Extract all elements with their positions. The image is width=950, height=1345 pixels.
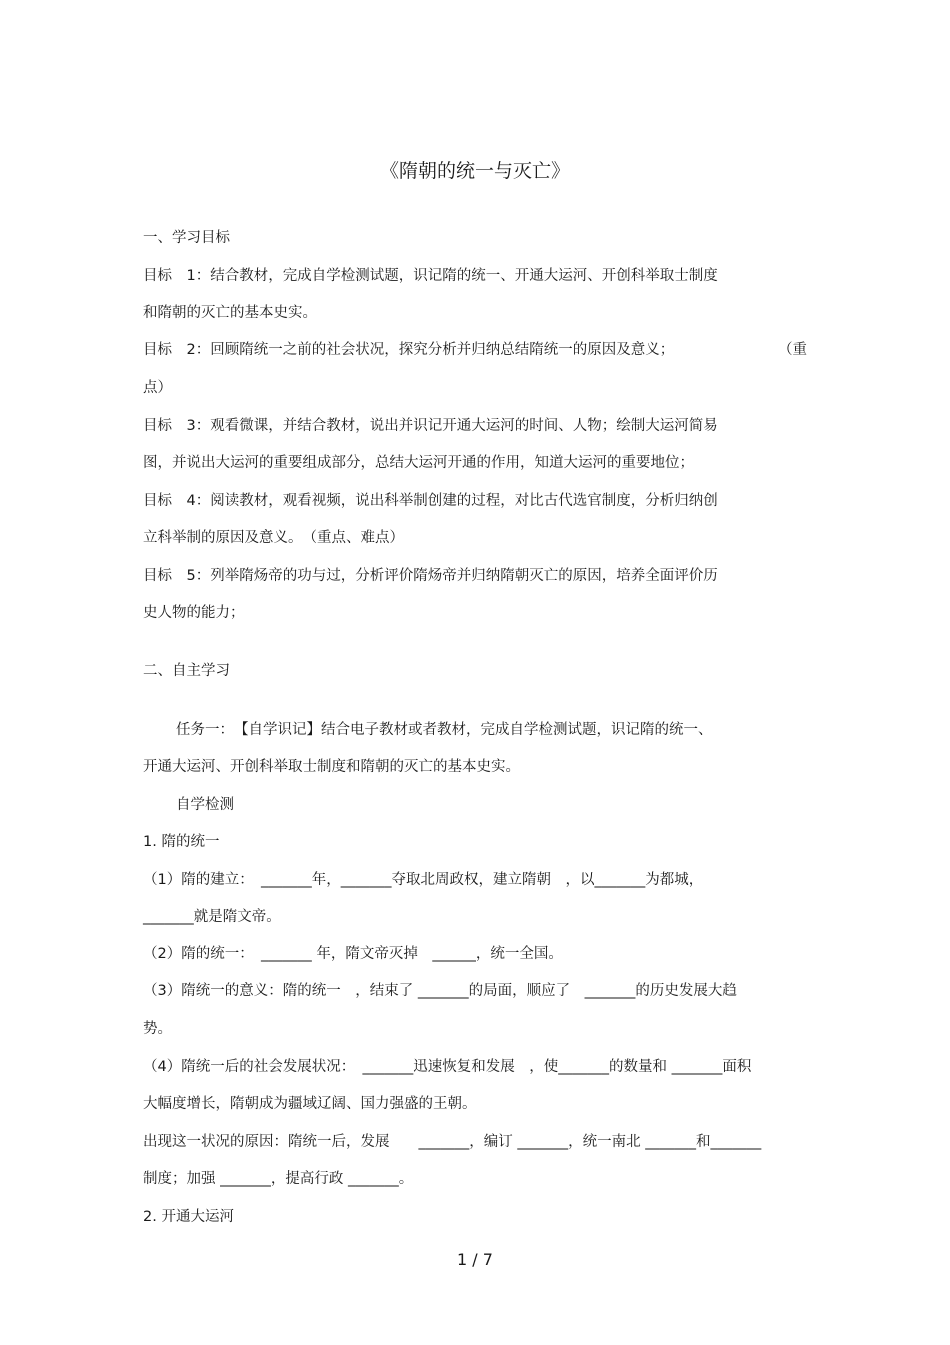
q1-4-line1: （4）隋统一后的社会发展状况： _______迅速恢复和发展 ，使_______的数量和 _______面积 [143, 1059, 752, 1075]
section1-heading: 一、学习目标 [143, 230, 230, 246]
page-number: 1 / 7 [457, 1250, 493, 1269]
q1-2: （2）隋的统一： _______ 年，隋文帝灭掉 ______，统一全国。 [143, 946, 563, 962]
q2-heading: 2. 开通大运河 [143, 1209, 234, 1225]
q1-3-line1: （3）隋统一的意义：隋的统一 ，结束了 _______的局面，顺应了 _______的历史发展大趋 [143, 983, 737, 999]
goal1-line2: 和隋朝的灭亡的基本史实。 [143, 305, 317, 321]
q1-3-line2: 势。 [143, 1021, 172, 1037]
goal2-line2: 点） [143, 380, 172, 396]
q1-4-line2: 大幅度增长，隋朝成为疆域辽阔、国力强盛的王朝。 [143, 1096, 477, 1112]
q1-1-line2: _______就是隋文帝。 [143, 909, 281, 925]
goal2-line1: 目标 2：回顾隋统一之前的社会状况，探究分析并归纳总结隋统一的原因及意义； [143, 342, 675, 358]
goal1-line1: 目标 1：结合教材，完成自学检测试题，识记隋的统一、开通大运河、开创科举取士制度 [143, 268, 718, 284]
section2-heading: 二、自主学习 [143, 663, 230, 679]
reason-line2: 制度；加强 _______，提高行政 _______。 [143, 1171, 414, 1187]
goal4-line1: 目标 4：阅读教材，观看视频，说出科举制创建的过程，对比古代选官制度，分析归纳创 [143, 493, 718, 509]
q1-heading: 1. 隋的统一 [143, 834, 220, 850]
task1-line2: 开通大运河、开创科举取士制度和隋朝的灭亡的基本史实。 [143, 759, 520, 775]
goal3-line2: 图，并说出大运河的重要组成部分，总结大运河开通的作用，知道大运河的重要地位； [143, 455, 694, 471]
goal5-line2: 史人物的能力； [143, 605, 245, 621]
goal5-line1: 目标 5：列举隋炀帝的功与过，分析评价隋炀帝并归纳隋朝灭亡的原因，培养全面评价历 [143, 568, 718, 584]
goal4-line2: 立科举制的原因及意义。 （重点、难点） [143, 530, 404, 546]
goal2-tag: （重 [778, 342, 807, 358]
reason-line1: 出现这一状况的原因：隋统一后，发展 _______，编订 _______，统一南北 _______和_______ [143, 1134, 762, 1150]
goal3-line1: 目标 3：观看微课，并结合教材，说出并识记开通大运河的时间、人物；绘制大运河简易 [143, 418, 718, 434]
task1-line1: 任务一： 【自学识记】结合电子教材或者教材，完成自学检测试题，识记隋的统一、 [176, 722, 713, 738]
document-title: 《隋朝的统一与灭亡》 [379, 160, 570, 182]
selftest-label: 自学检测 [176, 797, 234, 813]
q1-1-line1: （1）隋的建立： _______年，_______夺取北周政权，建立隋朝 ，以_______为都城， [143, 872, 704, 888]
